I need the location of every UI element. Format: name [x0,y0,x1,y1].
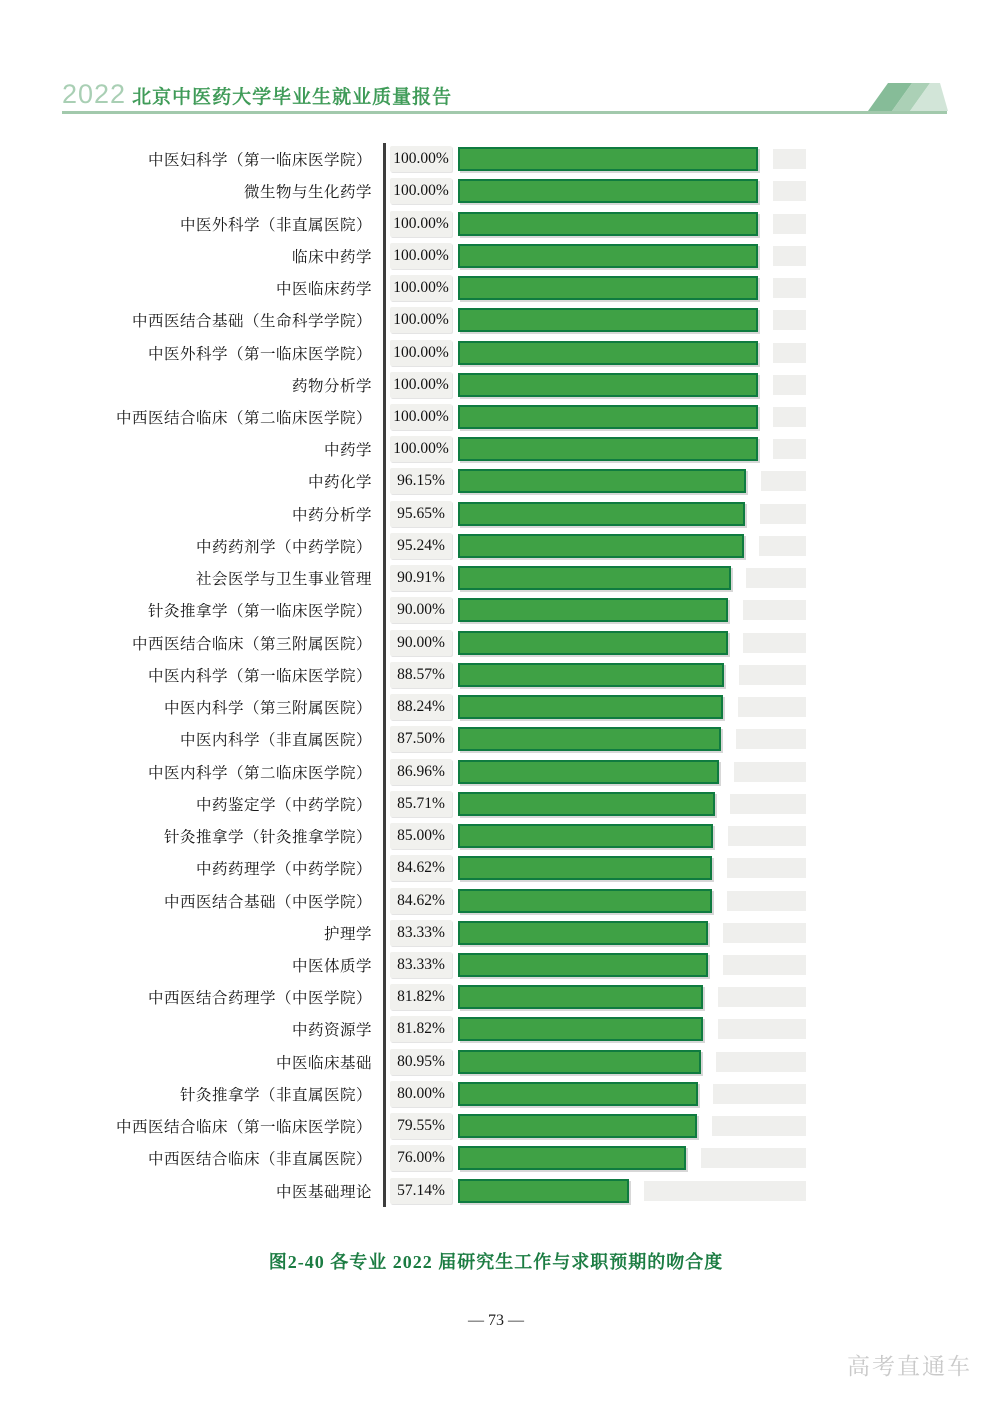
bar-remainder-track [712,1116,806,1136]
bar-remainder-track [743,600,806,620]
bar [458,469,746,493]
chart-row [0,820,992,852]
chart-row [0,917,992,949]
bar-remainder-track [728,826,806,846]
value-label: 90.00% [390,597,452,623]
bar-track [458,1050,806,1074]
category-label: 中西医结合临床（第一临床医学院） [115,1119,372,1137]
bar-chart [0,143,992,1207]
bar-track [458,760,806,784]
value-label: 90.00% [390,630,452,656]
bar-track [458,566,806,590]
bar-track [458,985,806,1009]
bar [458,1050,701,1074]
bar-remainder-track [773,181,806,201]
bar-track [458,373,806,397]
bar-track [458,1082,806,1106]
category-label: 社会医学与卫生事业管理 [195,571,372,589]
bar-track [458,727,806,751]
value-label: 84.62% [390,855,452,881]
chart-row [0,240,992,272]
bar [458,373,758,397]
value-label: 85.71% [390,791,452,817]
chart-row [0,272,992,304]
bar [458,1114,697,1138]
bar-track [458,921,806,945]
bar [458,921,708,945]
value-label: 95.65% [390,501,452,527]
bar-track [458,889,806,913]
value-label: 86.96% [390,759,452,785]
bar [458,598,728,622]
category-label: 中西医结合临床（第三附属医院） [131,635,372,653]
bar-remainder-track [739,665,806,685]
bar [458,341,758,365]
bar [458,179,758,203]
bar [458,824,713,848]
value-label: 100.00% [390,436,452,462]
bar [458,244,758,268]
bar-remainder-track [773,214,806,234]
bar-remainder-track [718,987,806,1007]
bar [458,792,715,816]
bar-remainder-track [730,794,806,814]
category-label: 中医内科学（第三附属医院） [163,700,372,718]
bar [458,663,724,687]
value-label: 57.14% [390,1178,452,1204]
bar [458,889,712,913]
category-label: 中医外科学（第一临床医学院） [147,345,372,363]
category-label: 中药化学 [307,474,372,492]
bar-track [458,824,806,848]
chart-row [0,336,992,368]
bar-track [458,147,806,171]
bar [458,727,721,751]
bar-track [458,437,806,461]
value-label: 79.55% [390,1113,452,1139]
bar-track [458,534,806,558]
value-label: 100.00% [390,404,452,430]
bar [458,437,758,461]
value-label: 85.00% [390,823,452,849]
value-label: 95.24% [390,533,452,559]
bar [458,566,731,590]
category-label: 中西医结合临床（非直属医院） [147,1151,372,1169]
bar-track [458,1114,806,1138]
bar-track [458,695,806,719]
bar-remainder-track [734,762,806,782]
bar [458,308,758,332]
bar-remainder-track [713,1084,806,1104]
page-number: — 73 — [468,1312,524,1329]
category-label: 中药学 [323,442,372,460]
bar-remainder-track [773,149,806,169]
bar-track [458,1017,806,1041]
category-label: 中医临床药学 [275,281,372,299]
value-label: 81.82% [390,984,452,1010]
bar [458,212,758,236]
value-label: 100.00% [390,178,452,204]
chart-row [0,465,992,497]
bar-track [458,276,806,300]
bar-track [458,308,806,332]
category-label: 中医内科学（第一临床医学院） [147,667,372,685]
header-year: 2022 [62,79,127,109]
value-label: 96.15% [390,468,452,494]
bar-remainder-track [773,278,806,298]
bar-remainder-track [760,504,806,524]
bar-track [458,405,806,429]
bar [458,1179,629,1203]
chart-row [0,143,992,175]
category-label: 中医内科学（第二临床医学院） [147,764,372,782]
chart-row [0,304,992,336]
bar-track [458,598,806,622]
value-label: 81.82% [390,1016,452,1042]
bar-remainder-track [736,729,806,749]
chart-row [0,755,992,787]
category-label: 中药分析学 [291,506,372,524]
category-label: 中药资源学 [291,1022,372,1040]
chart-row [0,433,992,465]
bar-track [458,792,806,816]
bar [458,985,703,1009]
bar-remainder-track [723,955,806,975]
bar [458,405,758,429]
header-text [62,79,452,110]
bar-remainder-track [761,471,806,491]
category-label: 中药鉴定学（中药学院） [195,796,372,814]
value-label: 83.33% [390,920,452,946]
bar [458,856,712,880]
header-deco-trapezoid-icon [848,83,948,111]
category-label: 中药药理学（中药学院） [195,861,372,879]
bar-remainder-track [738,697,806,717]
bar-track [458,341,806,365]
value-label: 100.00% [390,146,452,172]
chart-row [0,175,992,207]
category-label: 中药药剂学（中药学院） [195,538,372,556]
chart-row [0,562,992,594]
bar-track [458,1179,806,1203]
bar [458,147,758,171]
value-label: 100.00% [390,340,452,366]
bar-remainder-track [644,1181,806,1201]
category-label: 中西医结合临床（第二临床医学院） [115,409,372,427]
bar-track [458,469,806,493]
chart-row [0,852,992,884]
bar-track [458,1146,806,1170]
bar-remainder-track [743,633,806,653]
value-label: 83.33% [390,952,452,978]
bar [458,1017,703,1041]
bar-remainder-track [727,858,806,878]
bar [458,502,745,526]
bar-remainder-track [773,407,806,427]
category-label: 中西医结合基础（中医学院） [163,893,372,911]
value-label: 84.62% [390,888,452,914]
bar-track [458,631,806,655]
chart-row [0,1046,992,1078]
bar-remainder-track [718,1019,806,1039]
bar-remainder-track [773,375,806,395]
chart-row [0,1013,992,1045]
chart-row [0,981,992,1013]
chart-row [0,369,992,401]
chart-row [0,691,992,723]
value-label: 80.95% [390,1049,452,1075]
chart-row [0,659,992,691]
category-label: 微生物与生化药学 [243,184,372,202]
category-label: 中医体质学 [291,957,372,975]
value-label: 100.00% [390,243,452,269]
category-label: 中西医结合药理学（中医学院） [147,990,372,1008]
bar-track [458,502,806,526]
value-label: 90.91% [390,565,452,591]
chart-row [0,1110,992,1142]
category-label: 针灸推拿学（针灸推拿学院） [163,829,372,847]
bar-track [458,179,806,203]
chart-row [0,723,992,755]
bar-remainder-track [773,310,806,330]
value-label: 100.00% [390,372,452,398]
bar-track [458,856,806,880]
chart-row [0,401,992,433]
chart-row [0,949,992,981]
chart-row [0,1175,992,1207]
value-label: 80.00% [390,1081,452,1107]
chart-row [0,627,992,659]
value-label: 100.00% [390,211,452,237]
bar-remainder-track [723,923,806,943]
chart-row [0,1078,992,1110]
bar-remainder-track [746,568,806,588]
value-label: 100.00% [390,307,452,333]
bar-remainder-track [716,1052,806,1072]
value-label: 88.57% [390,662,452,688]
bar [458,1146,686,1170]
chart-row [0,1142,992,1174]
bar [458,760,719,784]
category-label: 中医妇科学（第一临床医学院） [147,152,372,170]
category-label: 护理学 [323,925,372,943]
bar [458,631,728,655]
bar-track [458,212,806,236]
watermark: 高考直通车 [847,1353,972,1379]
header-title: 北京中医药大学毕业生就业质量报告 [132,87,453,108]
category-label: 药物分析学 [291,377,372,395]
bar [458,1082,698,1106]
bar-track [458,244,806,268]
category-label: 临床中药学 [291,248,372,266]
bar-remainder-track [759,536,806,556]
chart-row [0,498,992,530]
chart-row [0,594,992,626]
bar-track [458,663,806,687]
category-label: 中医外科学（非直属医院） [179,216,372,234]
bar [458,534,744,558]
value-label: 76.00% [390,1145,452,1171]
bar [458,953,708,977]
bar-remainder-track [773,439,806,459]
bar-remainder-track [773,246,806,266]
header-rule [62,111,947,114]
chart-row [0,788,992,820]
bar [458,695,723,719]
figure-caption: 图2-40 各专业 2022 届研究生工作与求职预期的吻合度 [268,1252,724,1272]
bar-track [458,953,806,977]
bar-remainder-track [727,891,806,911]
value-label: 87.50% [390,726,452,752]
page-header [62,79,947,114]
value-label: 100.00% [390,275,452,301]
chart-row [0,207,992,239]
category-label: 针灸推拿学（非直属医院） [179,1086,372,1104]
bar-remainder-track [701,1148,806,1168]
value-label: 88.24% [390,694,452,720]
chart-row [0,884,992,916]
category-label: 中医内科学（非直属医院） [179,732,372,750]
chart-row [0,530,992,562]
bar [458,276,758,300]
category-label: 针灸推拿学（第一临床医学院） [147,603,372,621]
category-label: 中医临床基础 [275,1054,372,1072]
bar-remainder-track [773,343,806,363]
category-label: 中医基础理论 [275,1183,372,1201]
category-label: 中西医结合基础（生命科学学院） [131,313,372,331]
